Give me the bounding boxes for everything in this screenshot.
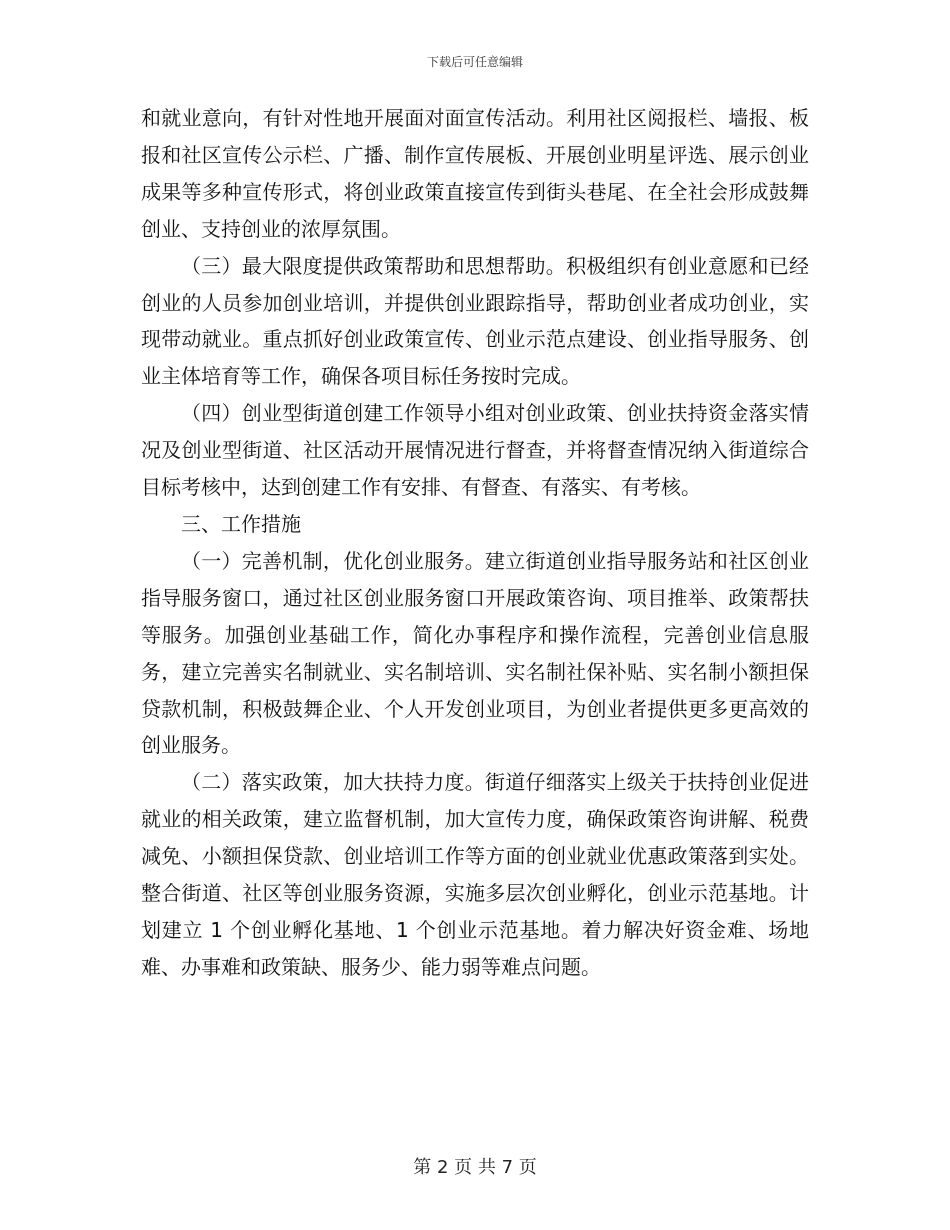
document-body	[141, 100, 809, 986]
paragraph-item-3: （三）最大限度提供政策帮助和思想帮助。积极组织有创业意愿和已经创业的人员参加创业培训，并提供创业跟踪指导，帮助创业者成功创业，实现带动就业。重点抓好创业政策宣传、创业示范点建设、创业指导服务、创业主体培育等工作，确保各项目标任务按时完成。	[141, 253, 809, 389]
page-header: 下载后可任意编辑	[426, 55, 523, 69]
paragraph-continuation: 和就业意向，有针对性地开展面对面宣传活动。利用社区阅报栏、墙报、板报和社区宣传公示栏、广播、制作宣传展板、开展创业明星评选、展示创业成果等多种宣传形式，将创业政策直接宣传到街头巷尾、在全社会形成鼓舞创业、支持创业的浓厚氛围。	[141, 106, 809, 241]
section-heading: 三、工作措施	[181, 511, 301, 536]
page-footer: 第 2 页 共 7 页	[413, 1157, 537, 1178]
paragraph-measure-1: （一）完善机制，优化创业服务。建立街道创业指导服务站和社区创业指导服务窗口，通过社区创业服务窗口开展政策咨询、项目推举、政策帮扶等服务。加强创业基础工作，简化办事程序和操作流程，完善创业信息服务，建立完善实名制就业、实名制培训、实名制社保补贴、实名制小额担保贷款机制，积极鼓舞企业、个人开发创业项目，为创业者提供更多更高效的创业服务。	[141, 548, 809, 758]
paragraph-measure-2: （二）落实政策，加大扶持力度。街道仔细落实上级关于扶持创业促进就业的相关政策，建立监督机制，加大宣传力度，确保政策咨询讲解、税费减免、小额担保贷款、创业培训工作等方面的创业就业优惠政策落到实处。整合街道、社区等创业服务资源，实施多层次创业孵化，创业示范基地。计划建立 1 个创业孵化基地、1 个创业示范基地。着力解决好资金难、场地难、办事难和政策缺、服务少、能力弱等难点问题。	[141, 770, 809, 979]
paragraph-item-4: （四）创业型街道创建工作领导小组对创业政策、创业扶持资金落实情况及创业型街道、社区活动开展情况进行督查，并将督查情况纳入街道综合目标考核中，达到创建工作有安排、有督查、有落实、有考核。	[141, 401, 809, 500]
